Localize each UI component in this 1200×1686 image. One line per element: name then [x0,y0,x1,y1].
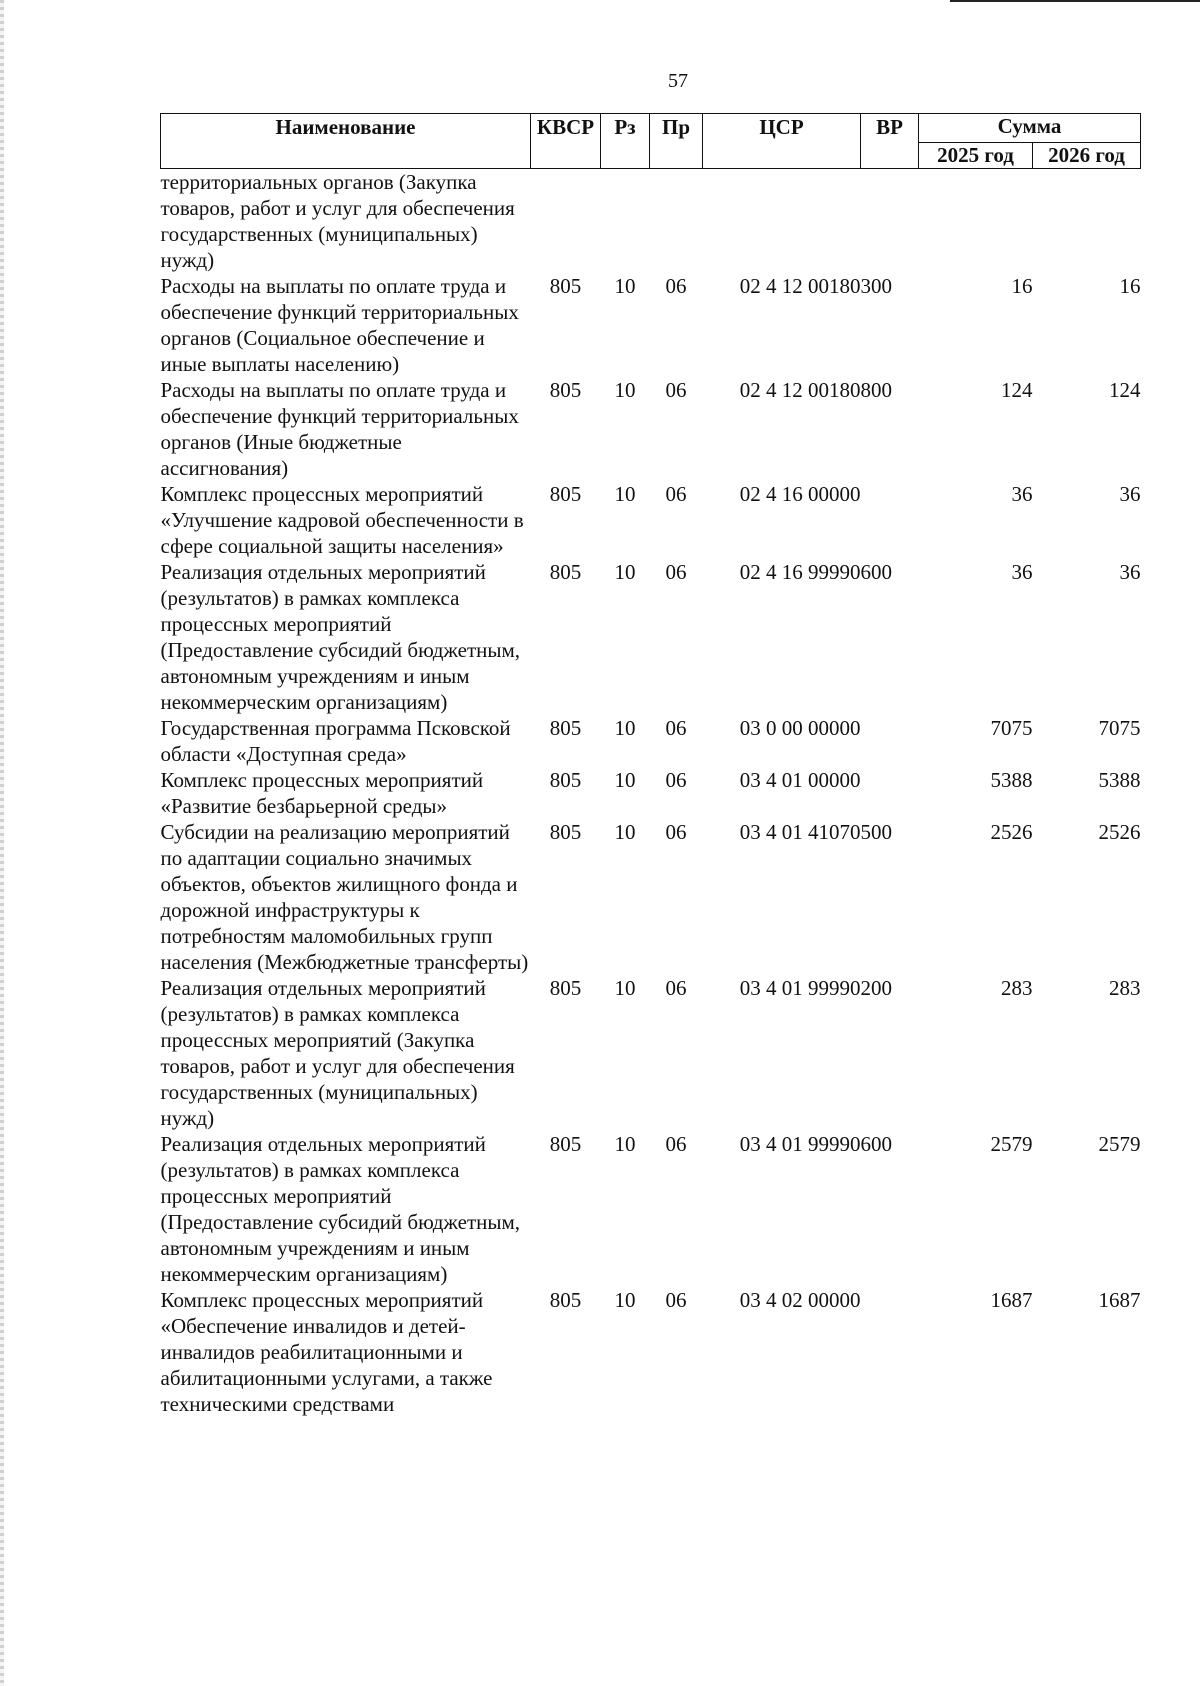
table-row [161,273,1141,377]
row-kvsr: 805 [549,820,582,844]
row-sum-2025: 2579 [990,1132,1033,1156]
row-vr: 600 [860,560,892,584]
row-kvsr: 805 [549,274,582,298]
row-csr: 03 4 01 99990 [739,976,861,1000]
row-kvsr: 805 [549,1132,582,1156]
page-number: 57 [668,70,688,92]
row-kvsr: 805 [549,482,582,506]
row-pr: 06 [665,560,687,584]
header-vr: ВР [861,114,919,169]
table-row [161,819,1141,975]
row-rz: 10 [614,1288,636,1312]
top-rule [950,0,1200,2]
row-sum-2026 [1033,169,1141,274]
table-header [161,114,1141,169]
row-name: Субсидии на реализацию мероприятий по адаптации социально значимых объектов, объектов жилищного фонда и дорожной инфраструктуры к потребностям маломобильных групп населения (Межбюджетные трансферты) [160,820,529,974]
table-row [161,481,1141,559]
row-sum-2025: 1687 [990,1288,1033,1312]
row-pr: 06 [665,768,687,792]
row-sum-2025: 2526 [990,820,1033,844]
row-sum-2026: 36 [1119,560,1141,584]
row-vr [861,169,919,274]
row-rz: 10 [614,820,636,844]
row-sum-2025: 283 [1001,976,1033,1000]
row-pr: 06 [665,274,687,298]
row-sum-2025: 36 [1011,482,1033,506]
budget-table [160,113,1141,1417]
table-row [161,715,1141,767]
row-sum-2026: 16 [1119,274,1141,298]
header-year-2026: 2026 год [1033,143,1141,169]
header-pr: Пр [650,114,703,169]
row-rz: 10 [614,716,636,740]
row-rz: 10 [614,768,636,792]
header-rz: Рз [601,114,650,169]
row-pr: 06 [665,1288,687,1312]
row-sum-2025: 5388 [990,768,1033,792]
row-name: Государственная программа Псковской области «Доступная среда» [160,716,511,766]
row-name: Реализация отдельных мероприятий (результатов) в рамках комплекса процессных мероприятий (Закупка товаров, работ и услуг для обеспечения государственных (муниципальных) нужд) [160,976,515,1130]
row-rz: 10 [614,274,636,298]
row-rz: 10 [614,976,636,1000]
row-csr: 03 4 01 99990 [739,1132,861,1156]
row-csr: 02 4 12 00180 [739,274,861,298]
row-sum-2025: 124 [1001,378,1033,402]
row-kvsr: 805 [549,976,582,1000]
row-vr: 300 [860,274,892,298]
row-name: территориальных органов (Закупка товаров, работ и услуг для обеспечения государственных (муниципальных) нужд) [160,170,515,272]
row-csr: 02 4 16 00000 [739,482,861,506]
row-pr: 06 [665,378,687,402]
row-csr: 02 4 12 00180 [739,378,861,402]
row-rz [601,169,650,274]
row-pr: 06 [665,1132,687,1156]
scan-edge [0,0,4,1686]
row-kvsr: 805 [549,768,582,792]
row-rz: 10 [614,560,636,584]
table-row [161,559,1141,715]
row-name: Реализация отдельных мероприятий (результатов) в рамках комплекса процессных мероприятий (Предоставление субсидий бюджетным, автономным учреждениям и иным некоммерческим организациям) [160,560,521,714]
row-name: Комплекс процессных мероприятий «Улучшение кадровой обеспеченности в сфере социальной защиты населения» [160,482,524,558]
row-sum-2026: 2526 [1098,820,1141,844]
row-csr: 03 4 01 00000 [739,768,861,792]
row-vr: 600 [860,1132,892,1156]
header-kvsr: КВСР [531,114,601,169]
row-sum-2025: 16 [1011,274,1033,298]
row-csr [703,169,861,274]
table-row [161,975,1141,1131]
table-row [161,169,1141,274]
row-kvsr: 805 [549,560,582,584]
row-vr [861,715,919,767]
row-name: Комплекс процессных мероприятий «Обеспечение инвалидов и детей-инвалидов реабилитационными и абилитационными услугами, а также техническими средствами [160,1288,493,1416]
table-row [161,377,1141,481]
row-sum-2026: 5388 [1098,768,1141,792]
row-sum-2025: 36 [1011,560,1033,584]
header-csr: ЦСР [703,114,861,169]
row-name: Расходы на выплаты по оплате труда и обеспечение функций территориальных органов (Социальное обеспечение и иные выплаты населению) [160,274,519,376]
header-year-2025: 2025 год [919,143,1033,169]
row-sum-2025 [919,169,1033,274]
table-row [161,767,1141,819]
row-sum-2026: 124 [1109,378,1141,402]
header-name: Наименование [161,114,531,169]
row-pr: 06 [665,482,687,506]
row-kvsr: 805 [549,1288,582,1312]
table-body [161,169,1141,1418]
row-sum-2026: 2579 [1098,1132,1141,1156]
row-vr [861,767,919,819]
row-rz: 10 [614,378,636,402]
row-vr: 200 [860,976,892,1000]
row-kvsr [531,169,601,274]
row-vr [861,1287,919,1417]
row-csr: 03 4 02 00000 [739,1288,861,1312]
row-sum-2026: 1687 [1098,1288,1141,1312]
row-sum-2025: 7075 [990,716,1033,740]
table-row [161,1131,1141,1287]
row-pr [650,169,703,274]
row-vr: 800 [860,378,892,402]
row-pr: 06 [665,820,687,844]
row-kvsr: 805 [549,378,582,402]
row-csr: 03 4 01 41070 [739,820,861,844]
row-rz: 10 [614,1132,636,1156]
row-rz: 10 [614,482,636,506]
row-pr: 06 [665,976,687,1000]
row-name: Реализация отдельных мероприятий (результатов) в рамках комплекса процессных мероприятий (Предоставление субсидий бюджетным, автономным учреждениям и иным некоммерческим организациям) [160,1132,521,1286]
row-csr: 02 4 16 99990 [739,560,861,584]
row-name: Комплекс процессных мероприятий «Развитие безбарьерной среды» [160,768,484,818]
row-sum-2026: 7075 [1098,716,1141,740]
row-kvsr: 805 [549,716,582,740]
table-row [161,1287,1141,1417]
row-sum-2026: 36 [1119,482,1141,506]
row-vr [861,481,919,559]
row-name: Расходы на выплаты по оплате труда и обеспечение функций территориальных органов (Иные бюджетные ассигнования) [160,378,519,480]
row-csr: 03 0 00 00000 [739,716,861,740]
header-sum: Сумма [919,114,1141,143]
row-vr: 500 [860,820,892,844]
row-sum-2026: 283 [1109,976,1141,1000]
row-pr: 06 [665,716,687,740]
